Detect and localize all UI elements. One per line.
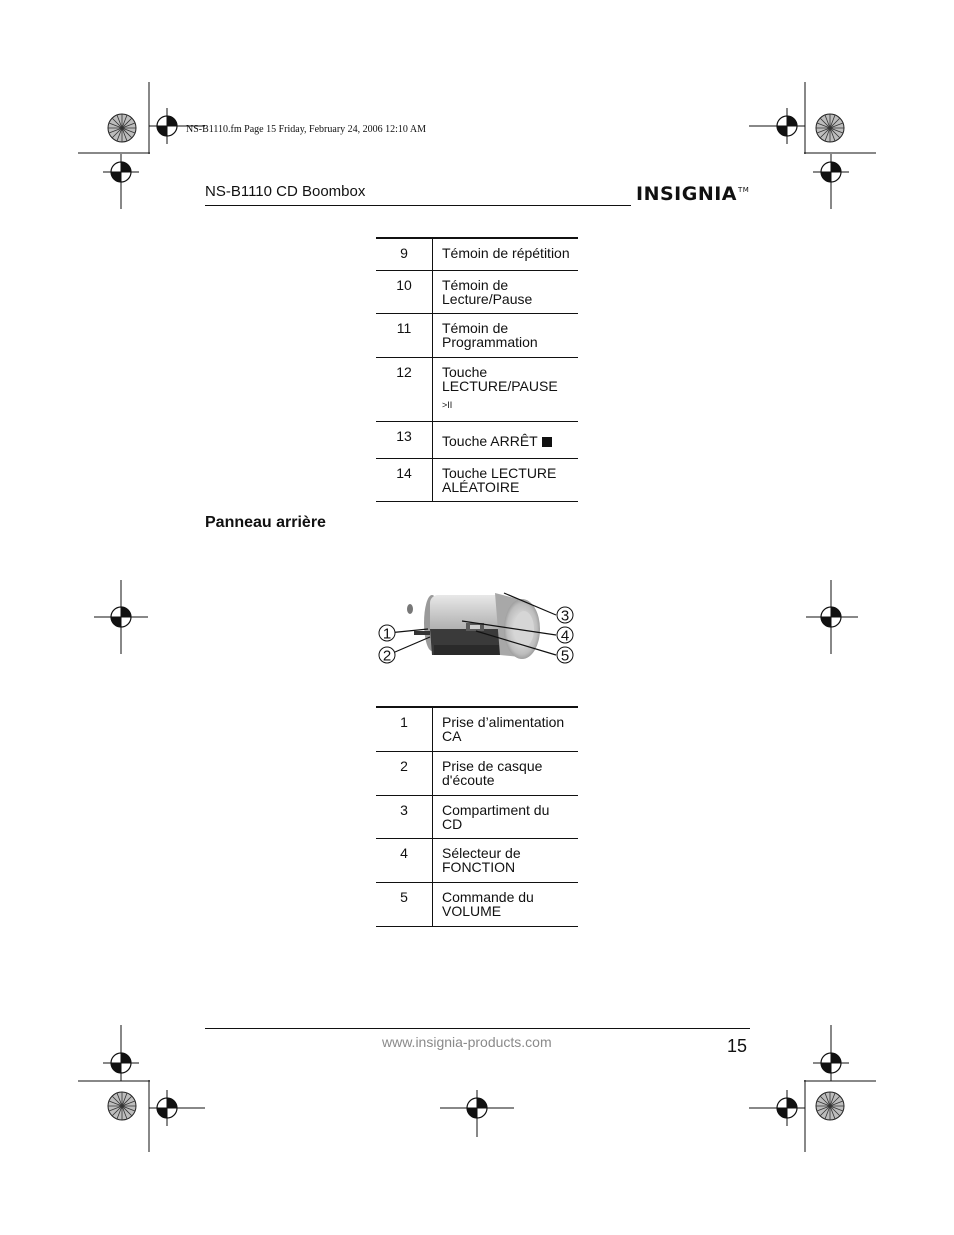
item-number: 5 (376, 882, 433, 926)
item-number: 11 (376, 313, 433, 357)
section-title-rear-panel: Panneau arrière (205, 514, 326, 531)
table-row (376, 707, 578, 751)
insignia-logo (636, 183, 749, 205)
item-number: 13 (376, 421, 433, 458)
table-row (376, 795, 578, 838)
stop-square-icon (542, 437, 552, 447)
item-number: 10 (376, 270, 433, 313)
item-description: Commande du VOLUME (433, 882, 579, 926)
boombox-body (407, 593, 540, 659)
table-row (376, 751, 578, 795)
trademark-mark: TM (738, 186, 750, 194)
play-pause-symbol: >II (442, 399, 453, 410)
header-rule (205, 205, 631, 206)
callout-1-label: 1 (382, 625, 392, 643)
item-number: 4 (376, 838, 433, 882)
item-description: Touche ARRÊT (433, 421, 579, 458)
table-row (376, 458, 578, 501)
table-row (376, 838, 578, 882)
item-description: Témoin de Lecture/Pause (433, 270, 579, 313)
table-row (376, 313, 578, 357)
header-title: NS-B1110 CD Boombox (205, 183, 366, 200)
item-number: 9 (376, 238, 433, 270)
footer-rule (205, 1028, 750, 1029)
item-description: Prise de casque d'écoute (433, 751, 579, 795)
item-number: 1 (376, 707, 433, 751)
item-number: 14 (376, 458, 433, 501)
footer-url-link[interactable]: www.insignia-products.com (382, 1034, 552, 1050)
item-number: 3 (376, 795, 433, 838)
callout-2-label: 2 (382, 647, 392, 665)
item-description: Prise d’alimentation CA (433, 707, 579, 751)
table-row (376, 270, 578, 313)
logo-wordmark: INSIGNIA (636, 183, 737, 205)
item-number: 2 (376, 751, 433, 795)
table-row (376, 357, 578, 421)
item-number: 12 (376, 357, 433, 421)
table-row (376, 882, 578, 926)
item-description: Touche LECTURE/PAUSE >II (433, 357, 579, 421)
item-description: Sélecteur de FONCTION (433, 838, 579, 882)
item-description: Touche LECTURE ALÉATOIRE (433, 458, 579, 501)
front-panel-table (376, 237, 578, 502)
page-number: 15 (727, 1036, 748, 1056)
callout-3-label: 3 (560, 607, 570, 625)
callout-4-label: 4 (560, 627, 570, 645)
rear-panel-table (376, 706, 578, 927)
file-slug-line: NS-B1110.fm Page 15 Friday, February 24, 2006 12:10 AM (186, 124, 426, 135)
boombox-rear-illustration (370, 585, 580, 685)
item-description: Témoin de Programmation (433, 313, 579, 357)
table-row (376, 238, 578, 270)
item-description: Compartiment du CD (433, 795, 579, 838)
callout-5-label: 5 (560, 647, 570, 665)
item-description: Témoin de répétition (433, 238, 579, 270)
table-row (376, 421, 578, 458)
